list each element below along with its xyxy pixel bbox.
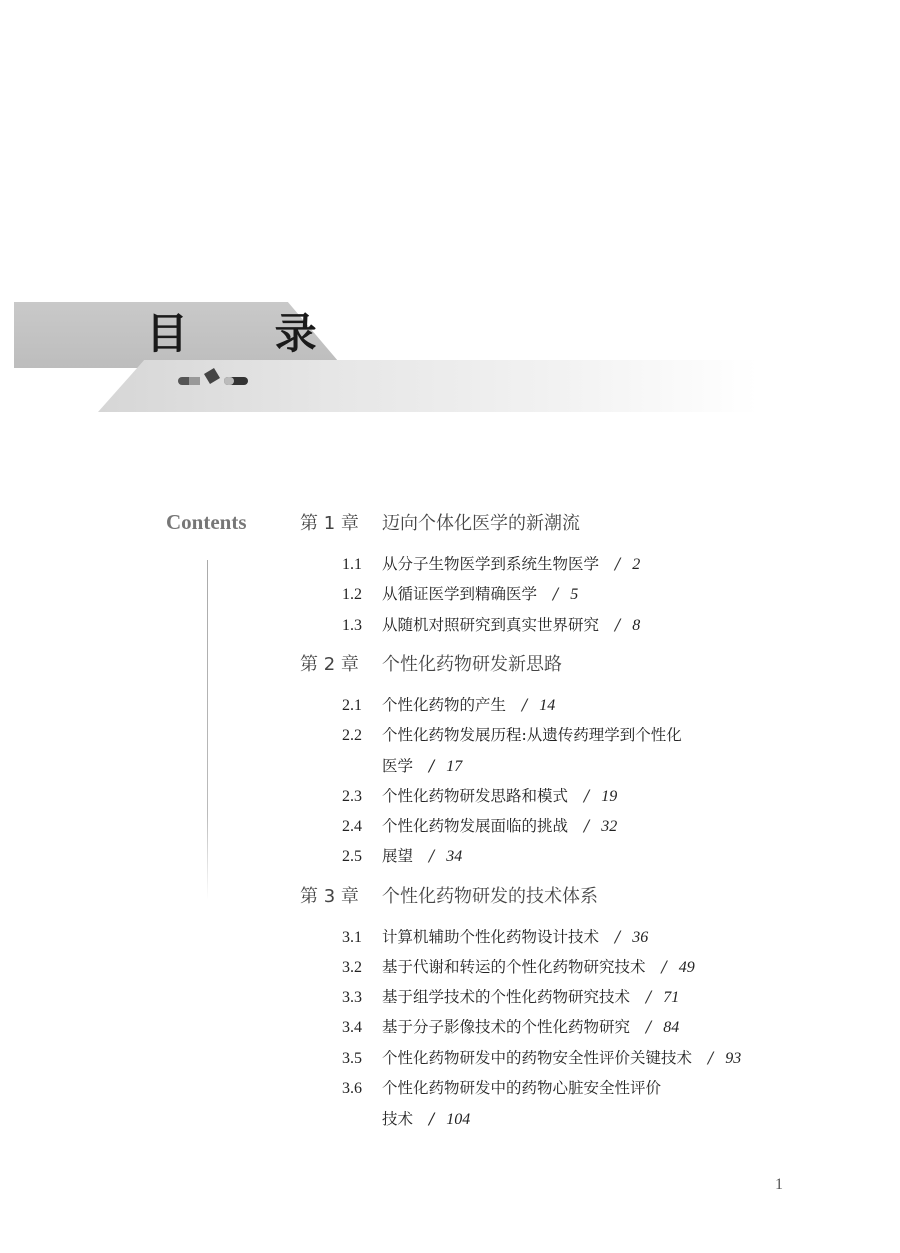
toc-entry[interactable] [342, 954, 695, 980]
separator: / [429, 757, 435, 775]
page-title: 目 录 [146, 309, 353, 358]
toc-entry[interactable] [342, 722, 682, 748]
section-title: 从随机对照研究到真实世界研究 [382, 616, 600, 634]
section-number: 1.1 [342, 556, 362, 573]
page-ref: 84 [663, 1019, 680, 1036]
section-title: 从循证医学到精确医学 [382, 585, 538, 603]
page-ref: 93 [725, 1050, 742, 1067]
toc-entry[interactable] [342, 551, 640, 577]
chapter-number: 第 2 章 [300, 654, 359, 675]
section-number: 2.1 [342, 697, 362, 714]
toc-entry[interactable] [342, 783, 617, 809]
toc-entry[interactable] [342, 984, 679, 1010]
section-number: 2.2 [342, 727, 362, 744]
section-number: 1.3 [342, 617, 362, 634]
page-number: 1 [775, 1176, 783, 1193]
toc-entry[interactable] [342, 1014, 679, 1040]
page-ref: 8 [632, 617, 641, 634]
section-number: 2.5 [342, 848, 362, 865]
chapter-title: 个性化药物研发的技术体系 [382, 886, 598, 907]
section-title: 个性化药物发展面临的挑战 [382, 817, 569, 835]
page-ref: 34 [446, 848, 463, 865]
separator: / [429, 1110, 435, 1128]
page-ref: 14 [539, 697, 556, 714]
page-ref: 36 [632, 929, 649, 946]
page-ref: 104 [446, 1111, 471, 1128]
section-number: 3.1 [342, 929, 362, 946]
separator: / [661, 958, 667, 976]
section-title: 基于组学技术的个性化药物研究技术 [382, 988, 631, 1006]
page-ref: 71 [663, 989, 680, 1006]
page-ref: 32 [601, 818, 618, 835]
toc-entry[interactable] [342, 843, 462, 869]
section-number: 3.5 [342, 1050, 362, 1067]
chapter-number: 第 1 章 [300, 513, 359, 534]
contents-label: Contents [166, 510, 247, 534]
section-number: 3.2 [342, 959, 362, 976]
page-ref: 5 [570, 586, 579, 603]
page-ref: 49 [678, 959, 695, 976]
section-title-continued: 医学 [382, 757, 414, 775]
separator: / [646, 988, 652, 1006]
section-title: 个性化药物研发中的药物心脏安全性评价 [382, 1079, 662, 1097]
section-number: 3.3 [342, 989, 362, 1006]
section-title: 个性化药物研发思路和模式 [382, 787, 569, 805]
section-number: 3.4 [342, 1019, 362, 1036]
chapter-number: 第 3 章 [300, 886, 359, 907]
toc-entry[interactable] [342, 1045, 741, 1071]
separator: / [615, 928, 621, 946]
toc-entry[interactable] [342, 692, 555, 718]
separator: / [615, 616, 621, 634]
section-title: 从分子生物医学到系统生物医学 [382, 555, 600, 573]
chapter-title: 个性化药物研发新思路 [382, 654, 562, 675]
separator: / [708, 1049, 714, 1067]
separator: / [553, 585, 559, 603]
section-title: 个性化药物研发中的药物安全性评价关键技术 [382, 1049, 693, 1067]
section-title: 个性化药物的产生 [382, 696, 507, 714]
page-ref: 17 [446, 758, 463, 775]
section-title-continued: 技术 [382, 1110, 414, 1128]
toc-entry[interactable] [342, 581, 578, 607]
separator: / [522, 696, 528, 714]
section-title: 计算机辅助个性化药物设计技术 [382, 928, 600, 946]
separator: / [584, 787, 590, 805]
toc-entry-continuation[interactable] [382, 1106, 470, 1132]
page-ref: 2 [632, 556, 641, 573]
separator: / [646, 1018, 652, 1036]
chapter-heading[interactable] [300, 651, 562, 679]
separator: / [615, 555, 621, 573]
chapter-heading[interactable] [300, 510, 580, 538]
toc-entry[interactable] [342, 924, 648, 950]
chapter-title: 迈向个体化医学的新潮流 [382, 513, 580, 534]
section-title: 基于分子影像技术的个性化药物研究 [382, 1018, 631, 1036]
toc-entry[interactable] [342, 813, 617, 839]
page-ref: 19 [601, 788, 618, 805]
separator: / [584, 817, 590, 835]
separator: / [429, 847, 435, 865]
toc-entry-continuation[interactable] [382, 753, 462, 779]
toc-entry[interactable] [342, 612, 640, 638]
chapter-heading[interactable] [300, 883, 598, 911]
section-title: 基于代谢和转运的个性化药物研究技术 [382, 958, 646, 976]
section-number: 2.4 [342, 818, 362, 835]
section-number: 3.6 [342, 1080, 362, 1097]
section-number: 2.3 [342, 788, 362, 805]
section-title: 展望 [382, 847, 414, 865]
section-number: 1.2 [342, 586, 362, 603]
toc-entry[interactable] [342, 1075, 661, 1101]
section-title: 个性化药物发展历程:从遗传药理学到个性化 [382, 726, 682, 744]
